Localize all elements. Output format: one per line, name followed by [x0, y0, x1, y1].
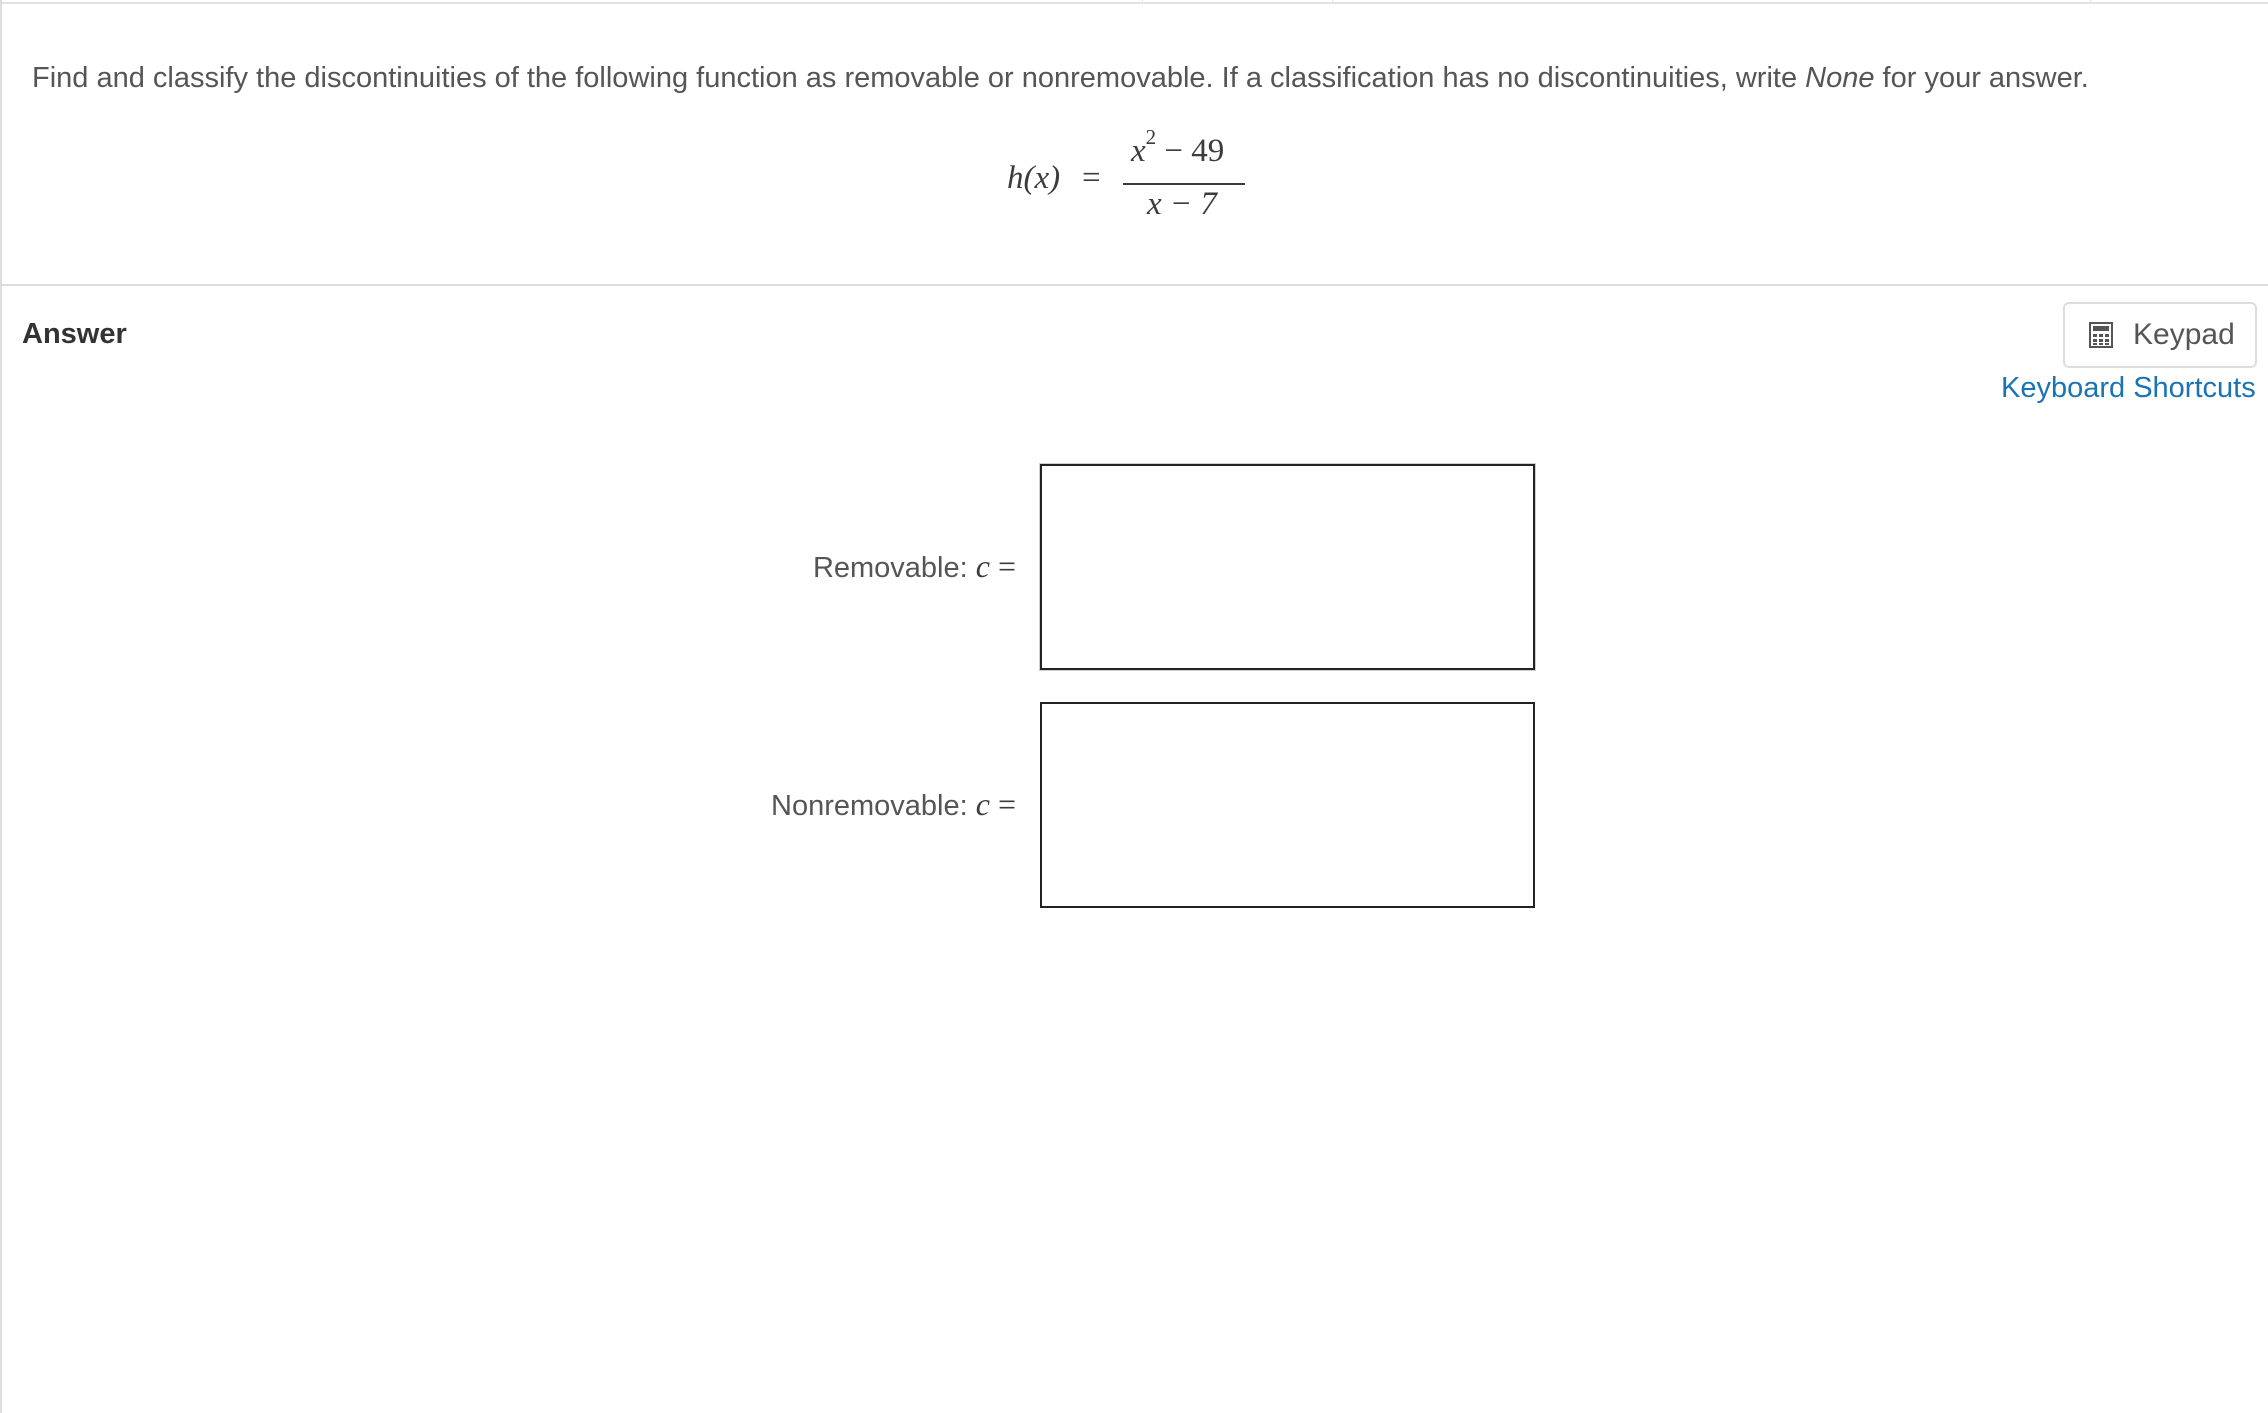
removable-label-text: Removable:: [812, 552, 976, 584]
calculator-icon: [2089, 322, 2113, 348]
removable-equals: =: [997, 548, 1016, 584]
numerator-rest: − 49: [1156, 133, 1225, 169]
denominator-text: x − 7: [1147, 186, 1217, 222]
nonremovable-variable: c: [975, 786, 990, 822]
numerator-exponent: 2: [1145, 125, 1157, 149]
keypad-button[interactable]: [2063, 302, 2257, 368]
question-panel: [2, 4, 2268, 286]
removable-label: [813, 548, 1016, 585]
formula-lhs-text: h(x): [1007, 160, 1061, 196]
formula-equals: =: [1082, 160, 1101, 196]
formula-numerator: [1131, 125, 1225, 170]
nonremovable-answer-input[interactable]: [1040, 702, 1535, 908]
formula-lhs: [1007, 160, 1060, 197]
answer-heading: Answer: [22, 318, 127, 350]
nonremovable-label-text: Nonremovable:: [771, 790, 976, 822]
removable-variable: c: [975, 548, 990, 584]
numerator-variable: x: [1131, 133, 1146, 169]
prompt-emphasis: None: [1805, 62, 1875, 94]
nonremovable-equals: =: [997, 786, 1016, 822]
question-prompt: [32, 58, 2089, 98]
nonremovable-label: [771, 786, 1016, 823]
removable-answer-input[interactable]: [1040, 464, 1535, 670]
fraction-bar: [1123, 183, 1245, 185]
keyboard-shortcuts-link[interactable]: Keyboard Shortcuts: [2001, 372, 2256, 404]
keypad-label: Keypad: [2133, 318, 2235, 351]
prompt-text: Find and classify the discontinuities of the following function as removable or nonremovable. If a classification has no discontinuities, write: [32, 62, 1806, 94]
formula-denominator: [1147, 186, 1217, 223]
prompt-text-end: for your answer.: [1874, 62, 2089, 94]
